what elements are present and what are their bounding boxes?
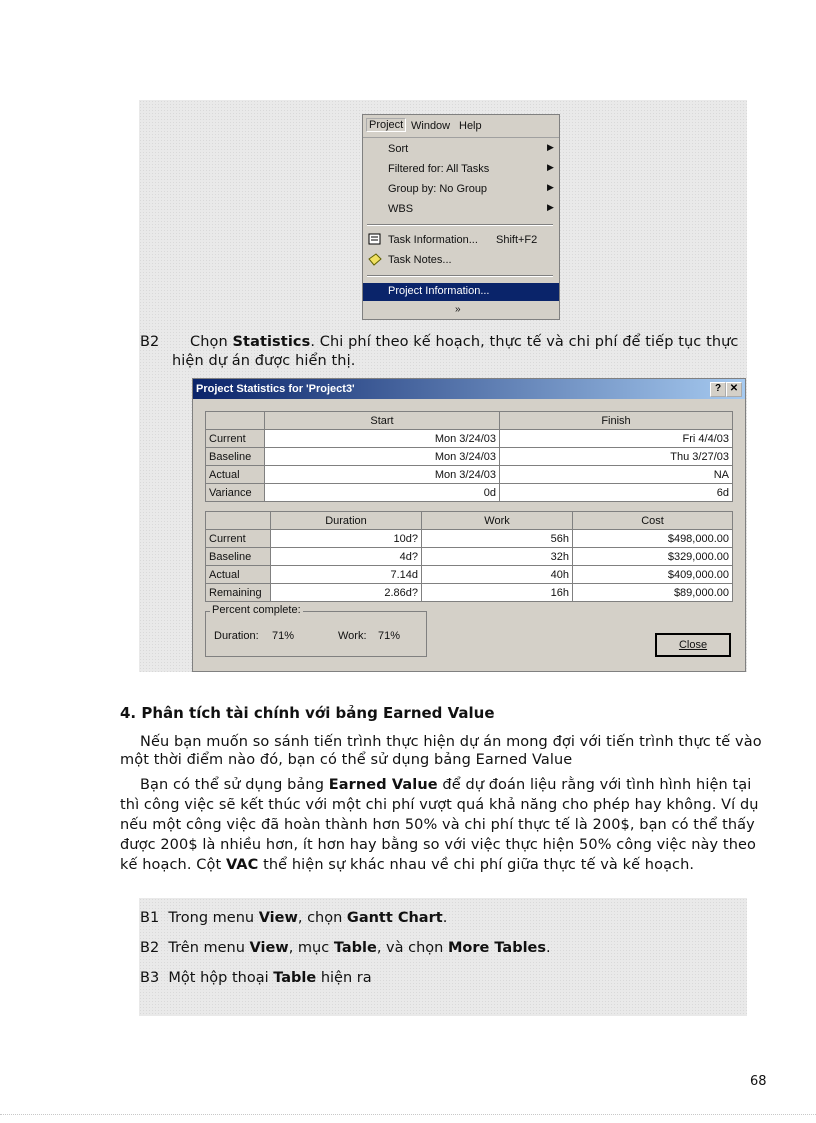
menu-item-label: Group by: No Group bbox=[388, 183, 488, 195]
table-cell: Mon 3/24/03 bbox=[265, 430, 500, 448]
row-header: Current bbox=[206, 430, 265, 448]
row-header: Remaining bbox=[206, 584, 271, 602]
menu-item-project-information[interactable] bbox=[363, 283, 559, 301]
paragraph-line: thì công việc sẽ kết thúc với một chi phí vượt quá khả năng cho phép hay không. Ví dụ bbox=[120, 797, 759, 813]
table-cell: 4d? bbox=[271, 548, 422, 566]
page-number: 68 bbox=[750, 1074, 767, 1089]
menu-item-label: Project Information... bbox=[388, 285, 490, 297]
submenu-arrow-icon: ▶ bbox=[547, 202, 554, 212]
bold-term: Earned Value bbox=[328, 777, 438, 793]
text-run: , và chọn bbox=[376, 940, 448, 956]
menu-separator bbox=[367, 224, 553, 226]
text-run: . Chi phí theo kế hoạch, thực tế và chi phí để tiếp tục thực bbox=[310, 334, 739, 350]
step-b2-number: B2 bbox=[140, 334, 160, 350]
text-run: để dự đoán liệu rằng với tình hình hiện tại bbox=[437, 777, 752, 793]
table-cell: 7.14d bbox=[271, 566, 422, 584]
task-info-icon bbox=[368, 233, 381, 248]
table-row bbox=[206, 548, 733, 566]
expand-menu-icon[interactable]: » bbox=[455, 304, 461, 315]
notes-icon bbox=[368, 253, 382, 269]
menu-separator bbox=[367, 275, 553, 277]
text-run: hiện ra bbox=[316, 970, 372, 986]
project-menu bbox=[362, 114, 560, 320]
paragraph-line bbox=[140, 774, 751, 796]
table-cell: 6d bbox=[500, 484, 733, 502]
row-header: Baseline bbox=[206, 548, 271, 566]
bold-term: Statistics bbox=[232, 334, 311, 350]
duration-value: 71% bbox=[272, 630, 295, 642]
step-b3 bbox=[140, 970, 372, 986]
row-header: Actual bbox=[206, 466, 265, 484]
table-header: Cost bbox=[573, 512, 733, 530]
row-header: Baseline bbox=[206, 448, 265, 466]
text-run: Bạn có thể sử dụng bảng bbox=[140, 777, 329, 793]
row-header: Actual bbox=[206, 566, 271, 584]
table-cell: Fri 4/4/03 bbox=[500, 430, 733, 448]
paragraph-line: được 200$ là nhiều hơn, ít hơn hay bằng so với việc thực hiện 50% công việc này theo bbox=[120, 837, 756, 853]
table-cell: $89,000.00 bbox=[573, 584, 733, 602]
table-cell: Mon 3/24/03 bbox=[265, 466, 500, 484]
bold-term: View bbox=[249, 940, 289, 956]
step-b2 bbox=[140, 940, 551, 956]
work-value: 71% bbox=[378, 630, 401, 642]
table-cell: 40h bbox=[422, 566, 573, 584]
dialog-titlebar bbox=[193, 379, 745, 399]
text-run: Trong menu bbox=[168, 910, 259, 926]
step-number: B3 bbox=[140, 970, 160, 986]
text-run: kế hoạch. Cột bbox=[120, 857, 226, 873]
menu-item-label: Task Notes... bbox=[388, 254, 452, 266]
text-run: . bbox=[442, 910, 448, 926]
submenu-arrow-icon: ▶ bbox=[547, 142, 554, 152]
menu-item-shortcut: Shift+F2 bbox=[496, 234, 538, 246]
submenu-arrow-icon: ▶ bbox=[547, 162, 554, 172]
project-statistics-dialog bbox=[192, 378, 746, 672]
menu-item-label: Filtered for: All Tasks bbox=[388, 163, 490, 175]
table-row bbox=[206, 566, 733, 584]
paragraph-line: một thời điểm nào đó, bạn có thể sử dụng bảng Earned Value bbox=[120, 752, 573, 768]
menu-item-group[interactable] bbox=[363, 181, 559, 199]
table-cell: 2.86d? bbox=[271, 584, 422, 602]
text-run: . bbox=[546, 940, 551, 956]
step-number: B1 bbox=[140, 910, 160, 926]
paragraph-line bbox=[120, 854, 694, 876]
duration-label: Duration: bbox=[214, 630, 259, 642]
menu-item-filtered[interactable] bbox=[363, 161, 559, 179]
menu-help[interactable]: Help bbox=[459, 120, 482, 132]
menu-item-label: Task Information... bbox=[388, 234, 478, 246]
text-run: , chọn bbox=[297, 910, 347, 926]
menu-item-label: WBS bbox=[388, 203, 414, 215]
paragraph-line: Nếu bạn muốn so sánh tiến trình thực hiện dự án mong đợi với tiến trình thực tế vào bbox=[140, 734, 762, 750]
bold-term: View bbox=[258, 910, 298, 926]
menu-project[interactable]: Project bbox=[366, 118, 406, 132]
step-b2-line2: hiện dự án được hiển thị. bbox=[172, 353, 356, 369]
menu-item-task-notes[interactable] bbox=[363, 252, 559, 270]
bold-term: Table bbox=[333, 940, 377, 956]
text-run: thể hiện sự khác nhau về chi phí giữa thực tế và kế hoạch. bbox=[258, 857, 695, 873]
text-run: Trên menu bbox=[168, 940, 250, 956]
table-row bbox=[206, 448, 733, 466]
dates-table bbox=[205, 411, 733, 502]
close-icon[interactable]: ✕ bbox=[726, 382, 742, 397]
text-run: , mục bbox=[288, 940, 334, 956]
menu-item-label: Sort bbox=[388, 143, 409, 155]
table-row bbox=[206, 530, 733, 548]
table-row bbox=[206, 484, 733, 502]
table-cell: $329,000.00 bbox=[573, 548, 733, 566]
table-header: Finish bbox=[500, 412, 733, 430]
row-header: Current bbox=[206, 530, 271, 548]
menu-item-task-information[interactable] bbox=[363, 232, 559, 250]
percent-complete-label: Percent complete: bbox=[212, 604, 301, 616]
menu-window[interactable]: Window bbox=[411, 120, 451, 132]
table-cell: NA bbox=[500, 466, 733, 484]
table-header: Duration bbox=[271, 512, 422, 530]
close-button[interactable] bbox=[655, 633, 731, 657]
bold-term: Gantt Chart bbox=[346, 910, 443, 926]
table-cell: $498,000.00 bbox=[573, 530, 733, 548]
table-header: Work bbox=[422, 512, 573, 530]
text-run: Chọn bbox=[190, 334, 233, 350]
step-b1 bbox=[140, 910, 447, 926]
step-number: B2 bbox=[140, 940, 160, 956]
work-label: Work: bbox=[338, 630, 367, 642]
page-bottom-divider bbox=[0, 1114, 816, 1115]
menu-bar bbox=[363, 115, 559, 138]
dialog-title: Project Statistics for 'Project3' bbox=[196, 383, 355, 395]
table-header-row bbox=[206, 512, 733, 530]
table-header: Start bbox=[265, 412, 500, 430]
percent-complete-group bbox=[205, 604, 427, 657]
text-run: Một hộp thoại bbox=[168, 970, 274, 986]
table-header-row bbox=[206, 412, 733, 430]
table-cell: Mon 3/24/03 bbox=[265, 448, 500, 466]
summary-table bbox=[205, 511, 733, 602]
table-cell: 10d? bbox=[271, 530, 422, 548]
table-header bbox=[206, 412, 265, 430]
table-row bbox=[206, 466, 733, 484]
table-cell: 56h bbox=[422, 530, 573, 548]
help-button[interactable]: ? bbox=[710, 382, 726, 397]
table-cell: Thu 3/27/03 bbox=[500, 448, 733, 466]
bold-term: More Tables bbox=[447, 940, 547, 956]
table-row bbox=[206, 430, 733, 448]
menu-item-wbs[interactable] bbox=[363, 201, 559, 219]
submenu-arrow-icon: ▶ bbox=[547, 182, 554, 192]
row-header: Variance bbox=[206, 484, 265, 502]
menu-item-sort[interactable] bbox=[363, 141, 559, 159]
table-cell: 32h bbox=[422, 548, 573, 566]
table-cell: $409,000.00 bbox=[573, 566, 733, 584]
table-row bbox=[206, 584, 733, 602]
paragraph-line: nếu một công việc đã hoàn thành hơn 50% và chi phí thực tế là 200$, bạn có thể thấy bbox=[120, 817, 755, 833]
close-button-label: Close bbox=[678, 639, 708, 651]
table-cell: 16h bbox=[422, 584, 573, 602]
table-header bbox=[206, 512, 271, 530]
table-cell: 0d bbox=[265, 484, 500, 502]
bold-term: Table bbox=[273, 970, 317, 986]
bold-term: VAC bbox=[225, 857, 259, 873]
section-heading: 4. Phân tích tài chính với bảng Earned Value bbox=[120, 704, 495, 722]
